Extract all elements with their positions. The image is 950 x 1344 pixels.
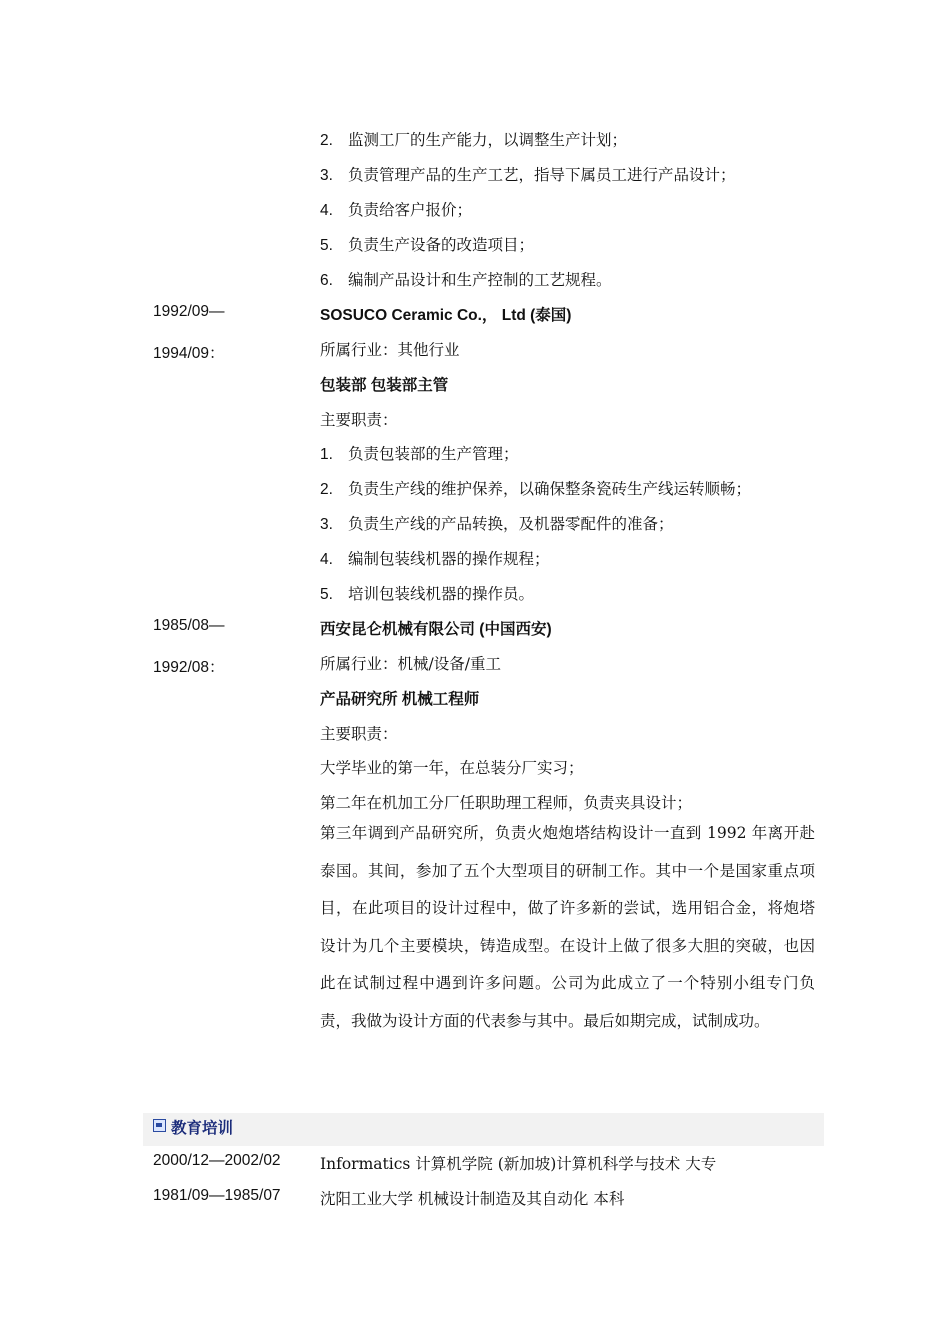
duty-line: 大学毕业的第一年，在总装分厂实习； <box>320 759 584 777</box>
education-date: 1981/09—1985/07 <box>153 1187 281 1204</box>
company-name: SOSUCO Ceramic Co.， Ltd (泰国) <box>320 307 572 324</box>
job-date-end: 1994/09： <box>153 345 225 362</box>
duty-item: 6. 编制产品设计和生产控制的工艺规程。 <box>320 271 612 289</box>
duty-item: 3. 负责生产线的产品转换，及机器零配件的准备； <box>320 515 674 533</box>
duty-item: 4. 编制包装线机器的操作规程； <box>320 550 550 568</box>
duty-item: 1. 负责包装部的生产管理； <box>320 445 519 463</box>
section-image-icon <box>153 1119 166 1132</box>
education-detail: Informatics 计算机学院 (新加坡)计算机科学与技术 大专 <box>320 1155 717 1173</box>
job-date-start: 1992/09— <box>153 303 225 320</box>
duties-label: 主要职责： <box>320 725 398 743</box>
position-title: 包装部 包装部主管 <box>320 377 449 394</box>
job-date-end: 1992/08： <box>153 659 225 676</box>
education-detail: 沈阳工业大学 机械设计制造及其自动化 本科 <box>320 1190 625 1208</box>
duty-item: 5. 培训包装线机器的操作员。 <box>320 585 535 603</box>
education-date: 2000/12—2002/02 <box>153 1152 281 1169</box>
industry: 所属行业：机械/设备/重工 <box>320 655 501 673</box>
duty-item: 3. 负责管理产品的生产工艺，指导下属员工进行产品设计； <box>320 166 736 184</box>
duty-item: 5. 负责生产设备的改造项目； <box>320 236 535 254</box>
section-title: 教育培训 <box>171 1119 234 1137</box>
job-date-start: 1985/08— <box>153 617 225 634</box>
duty-item: 4. 负责给客户报价； <box>320 201 473 219</box>
industry: 所属行业：其他行业 <box>320 341 460 359</box>
company-name: 西安昆仑机械有限公司 (中国西安) <box>320 621 552 638</box>
duty-line: 第二年在机加工分厂任职助理工程师，负责夹具设计； <box>320 794 693 812</box>
duties-label: 主要职责： <box>320 411 398 429</box>
duty-item: 2. 监测工厂的生产能力，以调整生产计划； <box>320 131 628 149</box>
duty-paragraph: 第三年调到产品研究所，负责火炮炮塔结构设计一直到 1992 年离开赴泰国。其间，参加了五个大型项目的研制工作。其中一个是国家重点项目，在此项目的设计过程中，做了许多新的尝试，选用铝合金，将炮塔设计为几个主要模块，铸造成型。在设计上做了很多大胆的突破，也因此在试制过程中遇到许多问题。公司为此成立了一个特别小组专门负责，我做为设计方面的代表参与其中。最后如期完成，试制成功。 <box>320 824 815 1030</box>
position-title: 产品研究所 机械工程师 <box>320 691 480 708</box>
duty-item: 2. 负责生产线的维护保养，以确保整条瓷砖生产线运转顺畅； <box>320 480 752 498</box>
education-section-header <box>143 1113 824 1146</box>
